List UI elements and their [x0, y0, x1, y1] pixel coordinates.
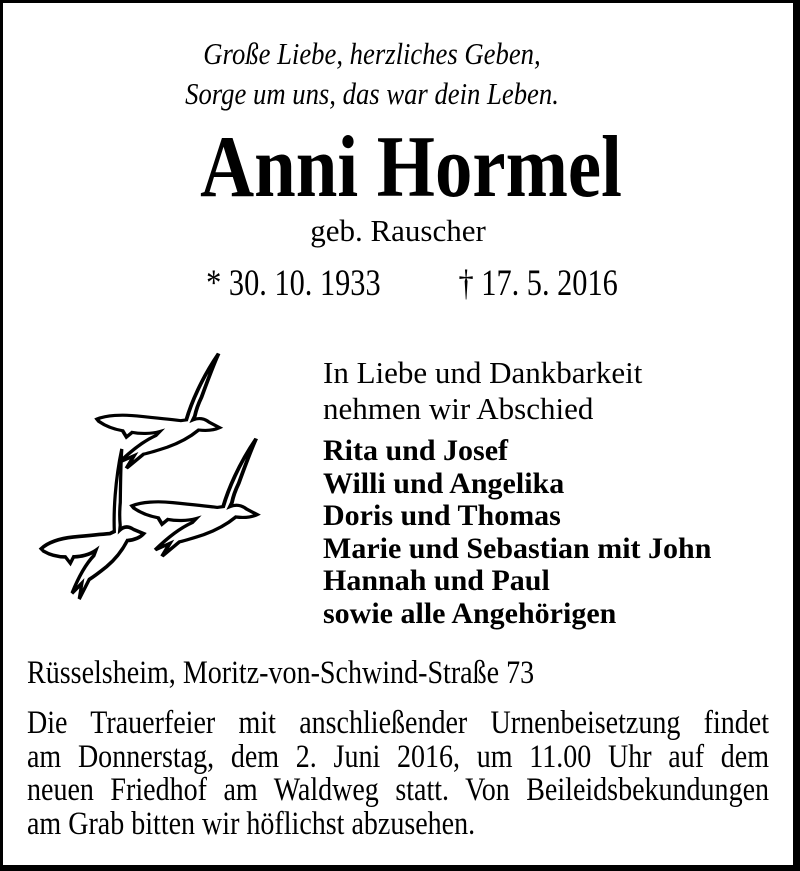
gull-top — [97, 354, 220, 469]
birth-date — [206, 265, 380, 302]
farewell-line-1: In Liebe und Dankbarkeit — [323, 355, 643, 390]
death-date-value: 17. 5. 2016 — [481, 263, 618, 304]
birth-star-icon: * — [206, 263, 222, 304]
flying-birds-illustration — [27, 342, 277, 642]
birth-date-value: 30. 10. 1933 — [228, 263, 381, 304]
epigraph — [32, 34, 711, 114]
announcement-line: am Grab bitten wir höflichst abzusehen. — [27, 805, 476, 842]
address-line: Rüsselsheim, Moritz-von-Schwind-Straße 73 — [27, 655, 535, 691]
death-date — [459, 265, 618, 302]
mourner-line: Willi und Angelika — [323, 466, 565, 500]
gull-bottom-left — [27, 449, 155, 605]
mourner-line: Rita und Josef — [323, 434, 509, 467]
announcement-line: am Donnerstag, dem 2. Juni 2016, um 11.00 Uhr auf dem — [27, 738, 770, 775]
announcement-line: neuen Friedhof am Waldweg statt. Von Beileidsbekundungen — [27, 772, 770, 808]
mourner-line: sowie alle Angehörigen — [323, 596, 617, 630]
epigraph-line-1: Große Liebe, herzliches Geben, — [203, 36, 541, 71]
mourner-line: Hannah und Paul — [323, 564, 550, 597]
farewell-column — [323, 355, 773, 630]
announcement-line: Die Trauerfeier mit anschließender Urnenbeisetzung findet — [27, 705, 770, 741]
mourner-line: Marie und Sebastian mit John — [323, 531, 712, 565]
life-dates — [88, 265, 736, 302]
epigraph-line-2: Sorge um uns, das war dein Leben. — [185, 76, 559, 111]
farewell-line-2: nehmen wir Abschied — [323, 391, 594, 426]
gull-right — [132, 439, 257, 557]
funeral-announcement — [27, 707, 769, 841]
mourner-line: Doris und Thomas — [323, 499, 561, 532]
deceased-name: Anni Hormel — [200, 119, 622, 216]
death-cross-icon: † — [458, 263, 474, 304]
maiden-name: geb. Rauscher — [310, 213, 486, 248]
mourners-list — [323, 435, 773, 630]
